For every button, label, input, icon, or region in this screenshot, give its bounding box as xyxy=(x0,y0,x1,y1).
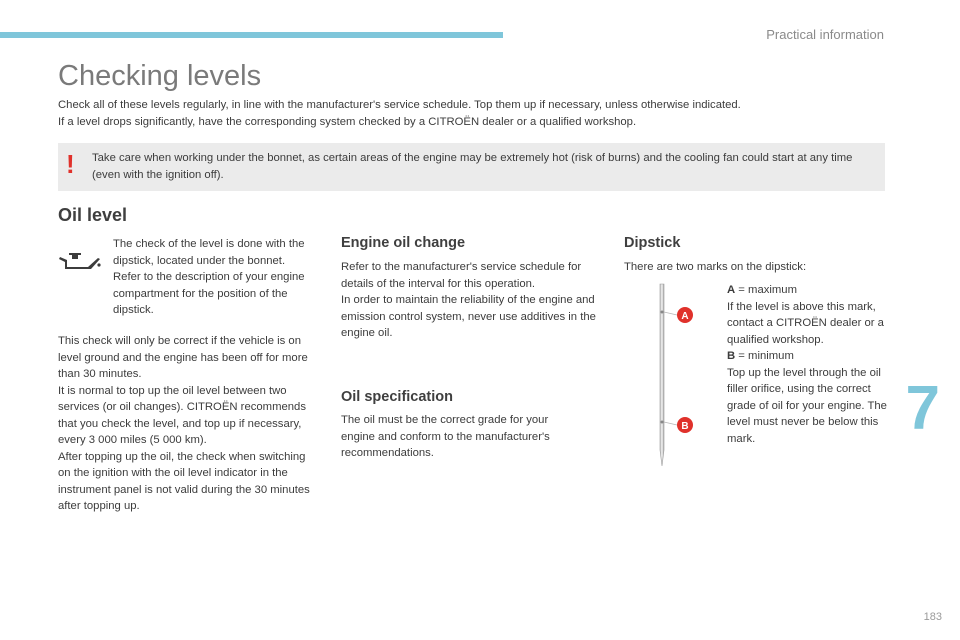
exclamation-icon: ! xyxy=(66,149,75,179)
intro-paragraph: Check all of these levels regularly, in line with the manufacturer's service schedule. Top them up if necessary, unless otherwise indicated. xyxy=(58,99,741,111)
dipstick-marks-text xyxy=(727,282,887,447)
oil-level-paragraph: This check will only be correct if the vehicle is on level ground and the engine has been off for more than 30 minutes. xyxy=(58,335,308,380)
dipstick-intro xyxy=(624,259,884,276)
section-label: Practical information xyxy=(766,27,884,42)
header-accent-bar xyxy=(0,32,503,38)
dipstick-heading: Dipstick xyxy=(624,235,681,251)
marker-a-label: A xyxy=(681,311,689,322)
oil-level-body xyxy=(58,333,320,515)
engine-oil-change-heading: Engine oil change xyxy=(341,235,466,251)
oil-change-paragraph: Refer to the manufacturer's service schedule for details of the interval for this operation. xyxy=(341,261,582,290)
page-title: Checking levels xyxy=(58,60,262,92)
mark-a-description: If the level is above this mark, contact a CITROËN dealer or a qualified workshop. xyxy=(727,300,884,346)
warning-box xyxy=(58,143,885,191)
marker-b-label: B xyxy=(681,421,689,432)
dipstick-intro-paragraph: There are two marks on the dipstick: xyxy=(624,261,807,273)
intro-text xyxy=(58,97,898,131)
mark-b-meaning: = minimum xyxy=(735,350,794,362)
mark-b-description: Top up the level through the oil filler orifice, using the correct grade of oil for your engine. The level must never be below this mark. xyxy=(727,366,887,445)
dipstick-illustration xyxy=(650,282,700,470)
oil-change-paragraph: In order to maintain the reliability of the engine and emission control system, never use additives in the engine oil. xyxy=(341,294,596,339)
oil-specification-heading: Oil specification xyxy=(341,389,453,405)
oil-level-paragraph: After topping up the oil, the check when switching on the ignition with the oil level indicator in the instrument panel is not valid during the 30 minutes after topping up. xyxy=(58,450,310,512)
mark-b-line xyxy=(727,348,887,365)
mark-a-letter: A xyxy=(727,284,736,296)
oil-spec-paragraph: The oil must be the correct grade for your engine and conform to the manufacturer's recommendations. xyxy=(341,414,550,459)
oil-specification-body xyxy=(341,412,581,462)
oil-level-description xyxy=(113,236,313,319)
engine-oil-change-body xyxy=(341,259,599,342)
marker-a-badge xyxy=(677,307,693,323)
oil-level-paragraph: It is normal to top up the oil level between two services (or oil changes). CITROËN recommends that you check the level, and top up if necessary, every 3 000 miles (5 000 km). xyxy=(58,384,306,446)
page-number: 183 xyxy=(923,611,942,623)
chapter-number: 7 xyxy=(905,374,940,443)
oil-level-heading: Oil level xyxy=(58,205,128,225)
marker-b-badge xyxy=(677,417,693,433)
oil-can-icon xyxy=(58,251,102,271)
mark-a-meaning: = maximum xyxy=(735,284,798,296)
mark-a-line xyxy=(727,282,887,299)
intro-paragraph: If a level drops significantly, have the corresponding system checked by a CITROËN dealer or a qualified workshop. xyxy=(58,116,637,128)
mark-b-letter: B xyxy=(727,350,736,362)
oil-level-desc-paragraph: The check of the level is done with the dipstick, located under the bonnet. Refer to the description of your engine compartment for the position of the dipstick. xyxy=(113,238,305,316)
warning-text: Take care when working under the bonnet, as certain areas of the engine may be extremely hot (risk of burns) and the cooling fan could start at any time (even with the ignition off). xyxy=(92,152,853,181)
